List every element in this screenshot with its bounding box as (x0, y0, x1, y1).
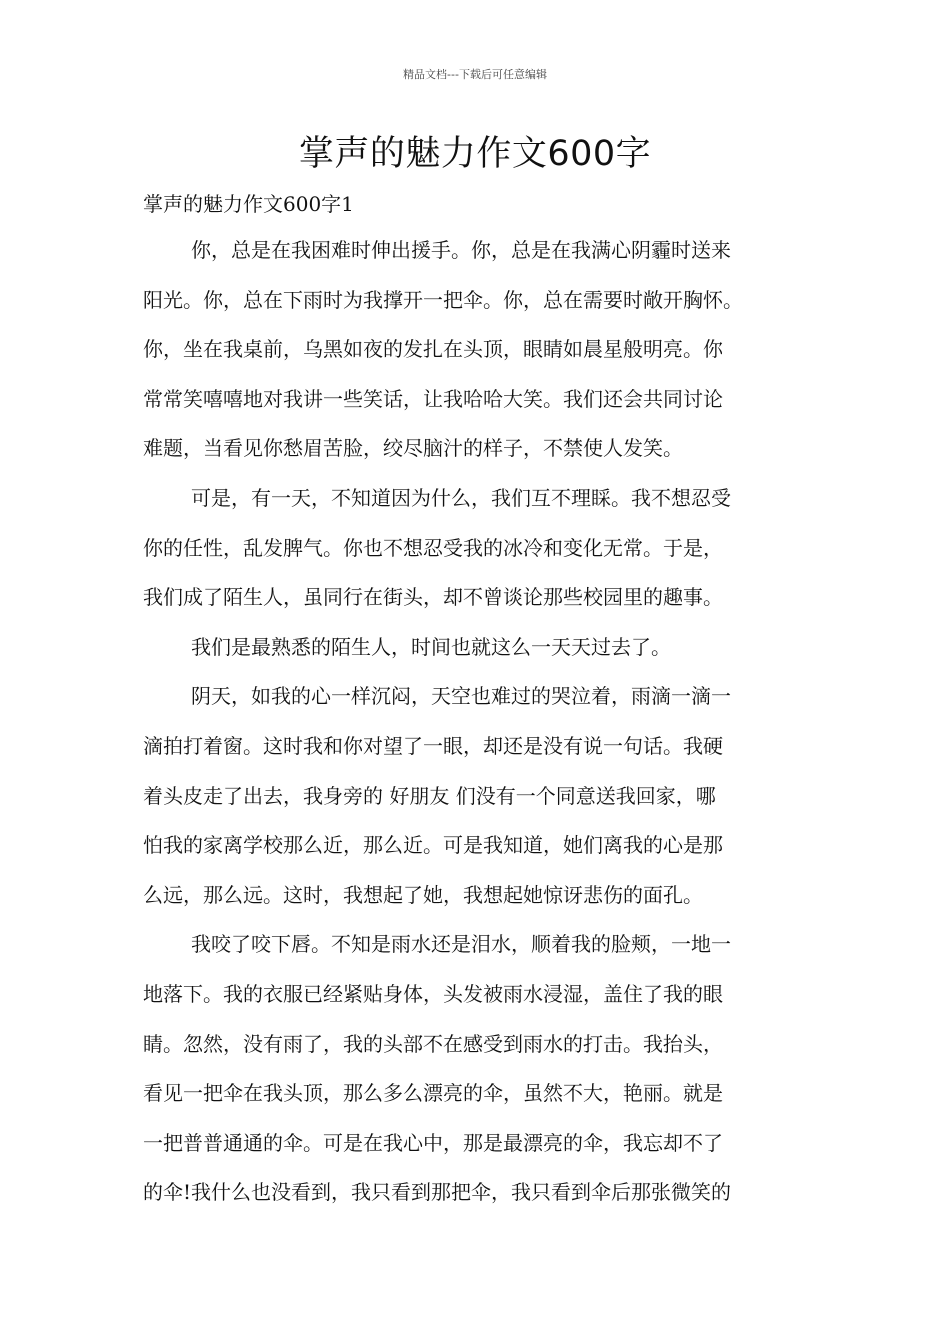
text-line: 睛。忽然，没有雨了，我的头部不在感受到雨水的打击。我抬头， (143, 1031, 723, 1056)
text-line: 你，坐在我桌前，乌黑如夜的发扎在头顶，眼睛如晨星般明亮。你 (143, 337, 723, 362)
text-line: 阳光。你，总在下雨时为我撑开一把伞。你，总在需要时敞开胸怀。 (143, 287, 743, 312)
text-line: 的伞!我什么也没看到，我只看到那把伞，我只看到伞后那张微笑的 (143, 1180, 732, 1205)
text-line: 你的任性，乱发脾气。你也不想忍受我的冰冷和变化无常。于是， (143, 535, 723, 560)
header-note: 精品文档---下载后可任意编辑 (403, 68, 547, 81)
text-line: 着头皮走了出去，我身旁的 好朋友 们没有一个同意送我回家，哪 (143, 783, 716, 808)
text-line: 滴拍打着窗。这时我和你对望了一眼，却还是没有说一句话。我硬 (143, 733, 723, 758)
paragraph (143, 474, 808, 623)
text-line: 么远，那么远。这时，我想起了她，我想起她惊讶悲伤的面孔。 (143, 882, 703, 907)
document-title: 掌声的魅力作文600字 (298, 134, 652, 174)
text-line: 你，总是在我困难时伸出援手。你，总是在我满心阴霾时送来 (191, 238, 731, 262)
text-line: 我们是最熟悉的陌生人，时间也就这么一天天过去了。 (191, 634, 671, 659)
text-line: 难题，当看见你愁眉苦脸，绞尽脑汁的样子，不禁使人发笑。 (143, 436, 683, 461)
document-subtitle: 掌声的魅力作文600字1 (143, 192, 354, 216)
paragraph (143, 672, 808, 920)
paragraph (143, 226, 808, 474)
paragraph (143, 623, 808, 673)
text-line: 怕我的家离学校那么近，那么近。可是我知道，她们离我的心是那 (143, 833, 723, 858)
text-line: 阴天，如我的心一样沉闷，天空也难过的哭泣着，雨滴一滴一 (191, 684, 731, 709)
text-line: 我咬了咬下唇。不知是雨水还是泪水，顺着我的脸颊，一地一 (191, 932, 731, 957)
text-line: 看见一把伞在我头顶，那么多么漂亮的伞，虽然不大，艳丽。就是 (143, 1081, 723, 1106)
paragraph (143, 920, 808, 1218)
text-line: 我们成了陌生人，虽同行在街头，却不曾谈论那些校园里的趣事。 (143, 585, 723, 610)
text-line: 地落下。我的衣服已经紧贴身体，头发被雨水浸湿，盖住了我的眼 (143, 981, 723, 1006)
text-line: 常常笑嘻嘻地对我讲一些笑话，让我哈哈大笑。我们还会共同讨论 (143, 386, 723, 411)
text-line: 可是，有一天，不知道因为什么，我们互不理睬。我不想忍受 (191, 485, 731, 510)
text-line: 一把普普通通的伞。可是在我心中，那是最漂亮的伞，我忘却不了 (143, 1130, 723, 1155)
document-body (143, 226, 808, 1218)
